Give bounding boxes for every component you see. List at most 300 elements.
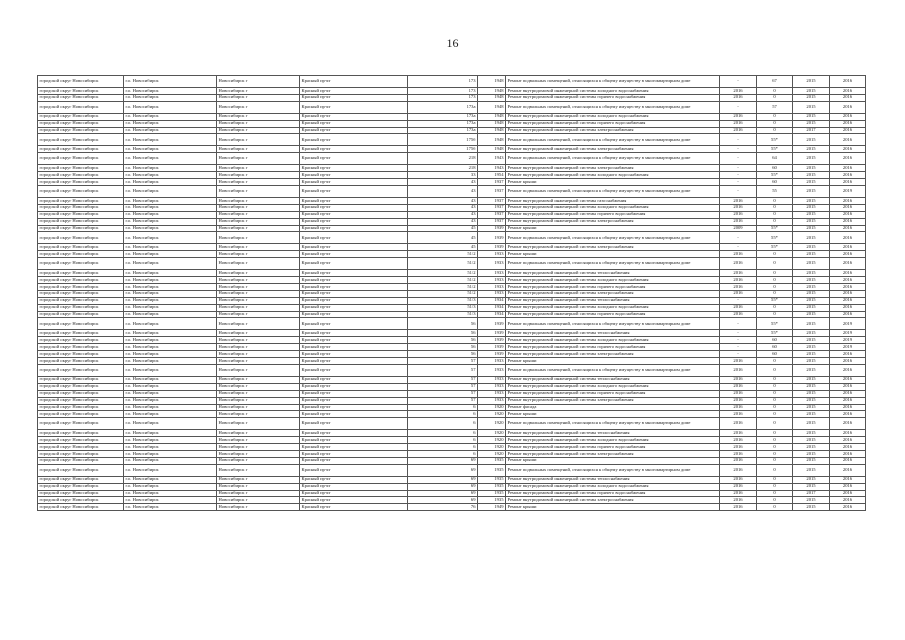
year-built-cell: 1920: [478, 411, 506, 418]
table-row: [38, 76, 866, 88]
city-cell: Новосибирск г: [217, 418, 300, 430]
work-type-cell: Ремонт внутридомовой инженерной системы холодного водоснабжения: [506, 88, 720, 95]
wear-cell: 0: [757, 411, 793, 418]
wear-cell: 0: [757, 444, 793, 451]
table-row: [38, 358, 866, 365]
plan-start-cell: 2015: [793, 318, 830, 330]
work-type-cell: Ремонт подвальных помещений, относящихся к общему имуществу в многоквартирном доме: [506, 318, 720, 330]
table-row: [38, 146, 866, 153]
table-row: [38, 127, 866, 134]
street-cell: Красный пр-кт: [300, 351, 408, 358]
plan-end-cell: 2016: [830, 311, 866, 318]
municipality-cell: городской округ Новосибирск: [38, 290, 124, 297]
plan-end-cell: 2016: [830, 225, 866, 232]
work-type-cell: Ремонт внутридомовой инженерной системы электроснабжения: [506, 165, 720, 172]
district-cell: г.о. Новосибирск: [124, 344, 217, 351]
year-built-cell: 1939: [478, 337, 506, 344]
wear-cell: 0: [757, 251, 793, 258]
plan-end-cell: 2016: [830, 476, 866, 483]
district-cell: г.о. Новосибирск: [124, 476, 217, 483]
municipality-cell: городской округ Новосибирск: [38, 418, 124, 430]
street-cell: Красный пр-кт: [300, 418, 408, 430]
year-built-cell: 1939: [478, 225, 506, 232]
year-built-cell: 1943: [478, 153, 506, 165]
city-cell: Новосибирск г: [217, 244, 300, 251]
work-type-cell: Ремонт внутридомовой инженерной системы электроснабжения: [506, 146, 720, 153]
city-cell: Новосибирск г: [217, 204, 300, 211]
year-built-cell: 1948: [478, 76, 506, 88]
house-cell: 173: [408, 76, 478, 88]
plan-start-cell: 2015: [793, 483, 830, 490]
plan-end-cell: 2016: [830, 258, 866, 270]
wear-cell: 0: [757, 211, 793, 218]
table-row: [38, 204, 866, 211]
year-built-cell: 1933: [478, 397, 506, 404]
district-cell: г.о. Новосибирск: [124, 437, 217, 444]
street-cell: Красный пр-кт: [300, 397, 408, 404]
year-built-cell: 1920: [478, 418, 506, 430]
wear-cell: 0: [757, 464, 793, 476]
work-type-cell: Ремонт подвальных помещений, относящихся к общему имуществу в многоквартирном доме: [506, 186, 720, 198]
wear-cell: 0: [757, 476, 793, 483]
plan-end-cell: 2016: [830, 113, 866, 120]
plan-end-cell: 2016: [830, 430, 866, 437]
house-cell: 173: [408, 88, 478, 95]
wear-cell: 0: [757, 504, 793, 511]
table-row: [38, 218, 866, 225]
wear-cell: 60: [757, 179, 793, 186]
district-cell: г.о. Новосибирск: [124, 120, 217, 127]
municipality-cell: городской округ Новосибирск: [38, 330, 124, 337]
street-cell: Красный пр-кт: [300, 244, 408, 251]
work-type-cell: Ремонт внутридомовой инженерной системы холодного водоснабжения: [506, 277, 720, 284]
municipality-cell: городской округ Новосибирск: [38, 351, 124, 358]
plan-end-cell: 2016: [830, 497, 866, 504]
plan-end-cell: 2016: [830, 390, 866, 397]
table-row: [38, 457, 866, 464]
municipality-cell: городской округ Новосибирск: [38, 297, 124, 304]
wear-cell: 0: [757, 88, 793, 95]
table-row: [38, 418, 866, 430]
year-built-cell: 1920: [478, 450, 506, 457]
plan-end-cell: 2016: [830, 290, 866, 297]
municipality-cell: городской округ Новосибирск: [38, 165, 124, 172]
district-cell: г.о. Новосибирск: [124, 127, 217, 134]
plan-start-cell: 2015: [793, 311, 830, 318]
work-type-cell: Ремонт внутридомовой инженерной системы газоснабжения: [506, 198, 720, 205]
year-built-cell: 1943: [478, 165, 506, 172]
year-built-cell: 1939: [478, 351, 506, 358]
plan-end-cell: 2019: [830, 186, 866, 198]
city-cell: Новосибирск г: [217, 277, 300, 284]
wear-cell: 0: [757, 430, 793, 437]
table-row: [38, 225, 866, 232]
city-cell: Новосибирск г: [217, 376, 300, 383]
table-row: [38, 483, 866, 490]
city-cell: Новосибирск г: [217, 113, 300, 120]
wear-cell: 0: [757, 457, 793, 464]
plan-end-cell: 2016: [830, 404, 866, 411]
house-cell: 51/3: [408, 304, 478, 311]
year-built-cell: 1939: [478, 232, 506, 244]
last-repair-cell: -: [720, 351, 757, 358]
district-cell: г.о. Новосибирск: [124, 450, 217, 457]
last-repair-cell: 2016: [720, 258, 757, 270]
house-cell: 6: [408, 430, 478, 437]
table-row: [38, 258, 866, 270]
work-type-cell: Ремонт подвальных помещений, относящихся к общему имуществу в многоквартирном доме: [506, 464, 720, 476]
plan-start-cell: 2015: [793, 113, 830, 120]
plan-end-cell: 2016: [830, 76, 866, 88]
table-row: [38, 311, 866, 318]
work-type-cell: Ремонт внутридомовой инженерной системы теплоснабжения: [506, 376, 720, 383]
city-cell: Новосибирск г: [217, 134, 300, 146]
house-cell: 6: [408, 450, 478, 457]
table-row: [38, 179, 866, 186]
work-type-cell: Ремонт внутридомовой инженерной системы холодного водоснабжения: [506, 113, 720, 120]
district-cell: г.о. Новосибирск: [124, 383, 217, 390]
plan-start-cell: 2015: [793, 186, 830, 198]
last-repair-cell: 2016: [720, 218, 757, 225]
last-repair-cell: 2016: [720, 284, 757, 291]
wear-cell: 0: [757, 218, 793, 225]
plan-end-cell: 2016: [830, 364, 866, 376]
table-row: [38, 430, 866, 437]
plan-start-cell: 2015: [793, 120, 830, 127]
work-type-cell: Ремонт крыши: [506, 251, 720, 258]
work-type-cell: Ремонт внутридомовой инженерной системы холодного водоснабжения: [506, 172, 720, 179]
year-built-cell: 1954: [478, 172, 506, 179]
repair-program-table: [37, 75, 866, 511]
year-built-cell: 1937: [478, 186, 506, 198]
municipality-cell: городской округ Новосибирск: [38, 337, 124, 344]
house-cell: 43: [408, 186, 478, 198]
wear-cell: 0: [757, 127, 793, 134]
wear-cell: 0: [757, 113, 793, 120]
city-cell: Новосибирск г: [217, 490, 300, 497]
plan-end-cell: 2016: [830, 376, 866, 383]
last-repair-cell: 2016: [720, 88, 757, 95]
street-cell: Красный пр-кт: [300, 304, 408, 311]
district-cell: г.о. Новосибирск: [124, 337, 217, 344]
work-type-cell: Ремонт внутридомовой инженерной системы теплоснабжения: [506, 270, 720, 277]
last-repair-cell: -: [720, 101, 757, 113]
last-repair-cell: 2016: [720, 270, 757, 277]
plan-start-cell: 2015: [793, 165, 830, 172]
street-cell: Красный пр-кт: [300, 430, 408, 437]
city-cell: Новосибирск г: [217, 497, 300, 504]
wear-cell: 55*: [757, 225, 793, 232]
last-repair-cell: -: [720, 172, 757, 179]
plan-end-cell: 2016: [830, 284, 866, 291]
wear-cell: 60: [757, 165, 793, 172]
plan-end-cell: 2016: [830, 444, 866, 451]
wear-cell: 60: [757, 344, 793, 351]
house-cell: 51/3: [408, 297, 478, 304]
plan-start-cell: 2015: [793, 351, 830, 358]
year-built-cell: 1920: [478, 444, 506, 451]
city-cell: Новосибирск г: [217, 101, 300, 113]
last-repair-cell: 2009: [720, 225, 757, 232]
work-type-cell: Ремонт внутридомовой инженерной системы холодного водоснабжения: [506, 304, 720, 311]
plan-start-cell: 2015: [793, 218, 830, 225]
year-built-cell: 1949: [478, 504, 506, 511]
last-repair-cell: -: [720, 244, 757, 251]
municipality-cell: городской округ Новосибирск: [38, 204, 124, 211]
city-cell: Новосибирск г: [217, 127, 300, 134]
year-built-cell: 1920: [478, 404, 506, 411]
plan-end-cell: 2016: [830, 172, 866, 179]
street-cell: Красный пр-кт: [300, 290, 408, 297]
year-built-cell: 1935: [478, 457, 506, 464]
plan-end-cell: 2016: [830, 450, 866, 457]
work-type-cell: Ремонт внутридомовой инженерной системы горячего водоснабжения: [506, 444, 720, 451]
house-cell: 57: [408, 383, 478, 390]
street-cell: Красный пр-кт: [300, 225, 408, 232]
table-row: [38, 88, 866, 95]
house-cell: 56: [408, 330, 478, 337]
house-cell: 43: [408, 179, 478, 186]
last-repair-cell: 2016: [720, 430, 757, 437]
municipality-cell: городской округ Новосибирск: [38, 497, 124, 504]
work-type-cell: Ремонт внутридомовой инженерной системы горячего водоснабжения: [506, 120, 720, 127]
last-repair-cell: 2016: [720, 464, 757, 476]
municipality-cell: городской округ Новосибирск: [38, 277, 124, 284]
street-cell: Красный пр-кт: [300, 113, 408, 120]
year-built-cell: 1948: [478, 127, 506, 134]
district-cell: г.о. Новосибирск: [124, 88, 217, 95]
year-built-cell: 1939: [478, 244, 506, 251]
plan-start-cell: 2015: [793, 101, 830, 113]
district-cell: г.о. Новосибирск: [124, 165, 217, 172]
work-type-cell: Ремонт подвальных помещений, относящихся к общему имуществу в многоквартирном доме: [506, 76, 720, 88]
municipality-cell: городской округ Новосибирск: [38, 390, 124, 397]
table-row: [38, 390, 866, 397]
plan-end-cell: 2016: [830, 483, 866, 490]
city-cell: Новосибирск г: [217, 411, 300, 418]
municipality-cell: городской округ Новосибирск: [38, 457, 124, 464]
municipality-cell: городской округ Новосибирск: [38, 490, 124, 497]
work-type-cell: Ремонт внутридомовой инженерной системы теплоснабжения: [506, 476, 720, 483]
year-built-cell: 1933: [478, 251, 506, 258]
table-row: [38, 344, 866, 351]
municipality-cell: городской округ Новосибирск: [38, 284, 124, 291]
work-type-cell: Ремонт подвальных помещений, относящихся к общему имуществу в многоквартирном доме: [506, 153, 720, 165]
last-repair-cell: 2016: [720, 418, 757, 430]
wear-cell: 0: [757, 383, 793, 390]
plan-end-cell: 2016: [830, 146, 866, 153]
municipality-cell: городской округ Новосибирск: [38, 311, 124, 318]
municipality-cell: городской округ Новосибирск: [38, 88, 124, 95]
municipality-cell: городской округ Новосибирск: [38, 120, 124, 127]
street-cell: Красный пр-кт: [300, 411, 408, 418]
street-cell: Красный пр-кт: [300, 337, 408, 344]
district-cell: г.о. Новосибирск: [124, 351, 217, 358]
municipality-cell: городской округ Новосибирск: [38, 411, 124, 418]
city-cell: Новосибирск г: [217, 211, 300, 218]
municipality-cell: городской округ Новосибирск: [38, 318, 124, 330]
table-row: [38, 497, 866, 504]
plan-end-cell: 2016: [830, 251, 866, 258]
plan-start-cell: 2015: [793, 204, 830, 211]
city-cell: Новосибирск г: [217, 483, 300, 490]
table-row: [38, 437, 866, 444]
house-cell: 57: [408, 358, 478, 365]
street-cell: Красный пр-кт: [300, 172, 408, 179]
plan-start-cell: 2017: [793, 490, 830, 497]
last-repair-cell: 2016: [720, 358, 757, 365]
house-cell: 51/2: [408, 284, 478, 291]
work-type-cell: Ремонт внутридомовой инженерной системы холодного водоснабжения: [506, 383, 720, 390]
last-repair-cell: -: [720, 134, 757, 146]
work-type-cell: Ремонт внутридомовой инженерной системы горячего водоснабжения: [506, 490, 720, 497]
house-cell: 51/2: [408, 258, 478, 270]
city-cell: Новосибирск г: [217, 179, 300, 186]
municipality-cell: городской округ Новосибирск: [38, 383, 124, 390]
house-cell: 173а: [408, 113, 478, 120]
city-cell: Новосибирск г: [217, 258, 300, 270]
municipality-cell: городской округ Новосибирск: [38, 146, 124, 153]
house-cell: 57: [408, 364, 478, 376]
municipality-cell: городской округ Новосибирск: [38, 153, 124, 165]
work-type-cell: Ремонт крыши: [506, 457, 720, 464]
house-cell: 51/2: [408, 270, 478, 277]
street-cell: Красный пр-кт: [300, 165, 408, 172]
plan-end-cell: 2016: [830, 198, 866, 205]
year-built-cell: 1933: [478, 364, 506, 376]
table-row: [38, 330, 866, 337]
municipality-cell: городской округ Новосибирск: [38, 358, 124, 365]
work-type-cell: Ремонт внутридомовой инженерной системы электроснабжения: [506, 290, 720, 297]
district-cell: г.о. Новосибирск: [124, 376, 217, 383]
plan-end-cell: 2016: [830, 270, 866, 277]
district-cell: г.о. Новосибирск: [124, 134, 217, 146]
city-cell: Новосибирск г: [217, 364, 300, 376]
last-repair-cell: 2016: [720, 198, 757, 205]
table-row: [38, 165, 866, 172]
street-cell: Красный пр-кт: [300, 490, 408, 497]
plan-end-cell: 2016: [830, 383, 866, 390]
city-cell: Новосибирск г: [217, 172, 300, 179]
municipality-cell: городской округ Новосибирск: [38, 101, 124, 113]
house-cell: 175б: [408, 134, 478, 146]
table-row: [38, 411, 866, 418]
street-cell: Красный пр-кт: [300, 330, 408, 337]
plan-start-cell: 2015: [793, 504, 830, 511]
plan-start-cell: 2015: [793, 411, 830, 418]
city-cell: Новосибирск г: [217, 251, 300, 258]
work-type-cell: Ремонт внутридомовой инженерной системы теплоснабжения: [506, 430, 720, 437]
plan-end-cell: 2019: [830, 318, 866, 330]
year-built-cell: 1935: [478, 483, 506, 490]
street-cell: Красный пр-кт: [300, 232, 408, 244]
work-type-cell: Ремонт внутридомовой инженерной системы горячего водоснабжения: [506, 344, 720, 351]
table-row: [38, 444, 866, 451]
work-type-cell: Ремонт внутридомовой инженерной системы горячего водоснабжения: [506, 311, 720, 318]
plan-end-cell: 2016: [830, 204, 866, 211]
plan-start-cell: 2015: [793, 304, 830, 311]
work-type-cell: Ремонт внутридомовой инженерной системы теплоснабжения: [506, 297, 720, 304]
street-cell: Красный пр-кт: [300, 344, 408, 351]
table-row: [38, 270, 866, 277]
street-cell: Красный пр-кт: [300, 198, 408, 205]
district-cell: г.о. Новосибирск: [124, 418, 217, 430]
street-cell: Красный пр-кт: [300, 464, 408, 476]
year-built-cell: 1933: [478, 258, 506, 270]
district-cell: г.о. Новосибирск: [124, 76, 217, 88]
wear-cell: 64: [757, 153, 793, 165]
last-repair-cell: -: [720, 165, 757, 172]
plan-start-cell: 2017: [793, 127, 830, 134]
plan-start-cell: 2015: [793, 497, 830, 504]
last-repair-cell: 2016: [720, 450, 757, 457]
plan-end-cell: 2016: [830, 437, 866, 444]
street-cell: Красный пр-кт: [300, 146, 408, 153]
house-cell: 6: [408, 411, 478, 418]
wear-cell: 0: [757, 94, 793, 101]
municipality-cell: городской округ Новосибирск: [38, 364, 124, 376]
plan-start-cell: 2015: [793, 198, 830, 205]
district-cell: г.о. Новосибирск: [124, 497, 217, 504]
work-type-cell: Ремонт крыши: [506, 358, 720, 365]
district-cell: г.о. Новосибирск: [124, 390, 217, 397]
last-repair-cell: 2016: [720, 490, 757, 497]
street-cell: Красный пр-кт: [300, 134, 408, 146]
plan-start-cell: 2015: [793, 404, 830, 411]
street-cell: Красный пр-кт: [300, 376, 408, 383]
last-repair-cell: 2016: [720, 113, 757, 120]
house-cell: 69: [408, 457, 478, 464]
work-type-cell: Ремонт внутридомовой инженерной системы горячего водоснабжения: [506, 390, 720, 397]
year-built-cell: 1934: [478, 311, 506, 318]
wear-cell: 55: [757, 186, 793, 198]
year-built-cell: 1948: [478, 120, 506, 127]
district-cell: г.о. Новосибирск: [124, 244, 217, 251]
year-built-cell: 1933: [478, 358, 506, 365]
city-cell: Новосибирск г: [217, 437, 300, 444]
table-row: [38, 490, 866, 497]
year-built-cell: 1937: [478, 211, 506, 218]
street-cell: Красный пр-кт: [300, 383, 408, 390]
plan-start-cell: 2015: [793, 437, 830, 444]
house-cell: 218: [408, 165, 478, 172]
plan-end-cell: 2016: [830, 88, 866, 95]
wear-cell: 0: [757, 258, 793, 270]
work-type-cell: Ремонт подвальных помещений, относящихся к общему имуществу в многоквартирном доме: [506, 364, 720, 376]
table-row: [38, 290, 866, 297]
table-row: [38, 464, 866, 476]
house-cell: 56: [408, 337, 478, 344]
plan-start-cell: 2015: [793, 450, 830, 457]
district-cell: г.о. Новосибирск: [124, 186, 217, 198]
district-cell: г.о. Новосибирск: [124, 430, 217, 437]
city-cell: Новосибирск г: [217, 330, 300, 337]
street-cell: Красный пр-кт: [300, 101, 408, 113]
city-cell: Новосибирск г: [217, 358, 300, 365]
district-cell: г.о. Новосибирск: [124, 464, 217, 476]
plan-start-cell: 2015: [793, 258, 830, 270]
wear-cell: 0: [757, 437, 793, 444]
street-cell: Красный пр-кт: [300, 277, 408, 284]
plan-end-cell: 2016: [830, 411, 866, 418]
district-cell: г.о. Новосибирск: [124, 225, 217, 232]
wear-cell: 0: [757, 270, 793, 277]
year-built-cell: 1934: [478, 304, 506, 311]
table-row: [38, 337, 866, 344]
street-cell: Красный пр-кт: [300, 358, 408, 365]
municipality-cell: городской округ Новосибирск: [38, 172, 124, 179]
work-type-cell: Ремонт подвальных помещений, относящихся к общему имуществу в многоквартирном доме: [506, 134, 720, 146]
